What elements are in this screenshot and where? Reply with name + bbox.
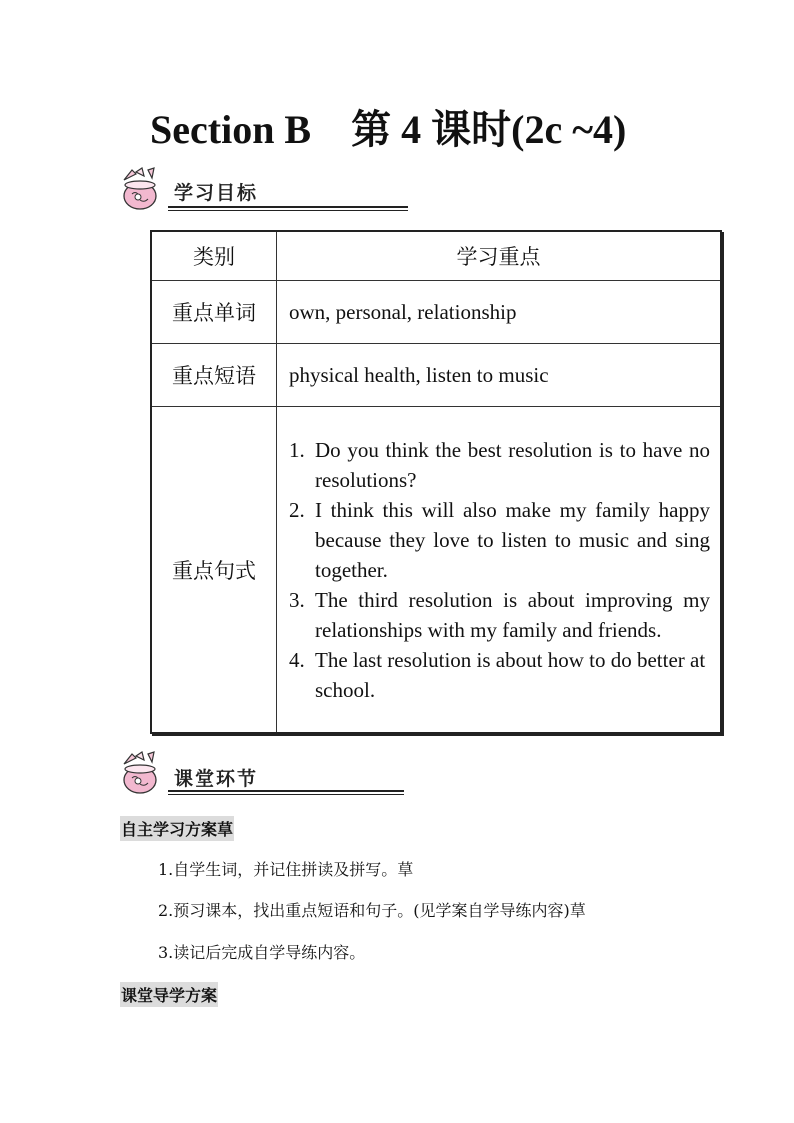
goals-badge <box>118 166 298 212</box>
list-item: 2. I think this will also make my family happy because they love to listen to music and sing together. <box>289 497 710 582</box>
row-category: 重点短语 <box>151 344 277 407</box>
list-item: 4. The last resolution is about how to do better at school. <box>289 647 706 702</box>
row-sentences <box>277 407 722 734</box>
class-guide-label: 课堂导学方案 <box>120 982 218 1007</box>
self-study-step: 3.读记后完成自学导练内容。 <box>158 943 366 962</box>
table-row <box>151 344 721 407</box>
self-study-step: 1.自学生词，并记住拼读及拼写。䓍 <box>158 860 414 879</box>
header-focus: 学习重点 <box>277 231 722 281</box>
row-category: 重点单词 <box>151 281 277 344</box>
pen-holder-icon <box>118 166 166 212</box>
study-goals-table <box>150 230 722 734</box>
sentence-list <box>277 435 720 705</box>
table-header-row <box>151 231 721 281</box>
goals-badge-label: 学习目标 <box>174 182 259 204</box>
row-category: 重点句式 <box>151 407 277 734</box>
row-content: physical health, listen to music <box>277 344 722 407</box>
list-item: 3. The third resolution is about improving my relationships with my family and friends. <box>289 587 710 642</box>
page-title <box>150 98 626 155</box>
title-lesson: 第 4 课时(2c ~4) <box>351 107 627 152</box>
title-section: Section B <box>150 107 312 152</box>
self-study-label: 自主学习方案䓍 <box>120 816 234 841</box>
class-badge <box>118 750 298 796</box>
list-item: 1. Do you think the best resolution is to have no resolutions? <box>289 437 710 492</box>
class-badge-label: 课堂环节 <box>174 768 259 790</box>
pen-holder-icon <box>118 750 166 796</box>
table-row <box>151 407 721 734</box>
row-content: own, personal, relationship <box>277 281 722 344</box>
self-study-step: 2.预习课本，找出重点短语和句子。(见学案自学导练内容)䓍 <box>158 901 586 920</box>
table-row <box>151 281 721 344</box>
header-category: 类别 <box>151 231 277 281</box>
